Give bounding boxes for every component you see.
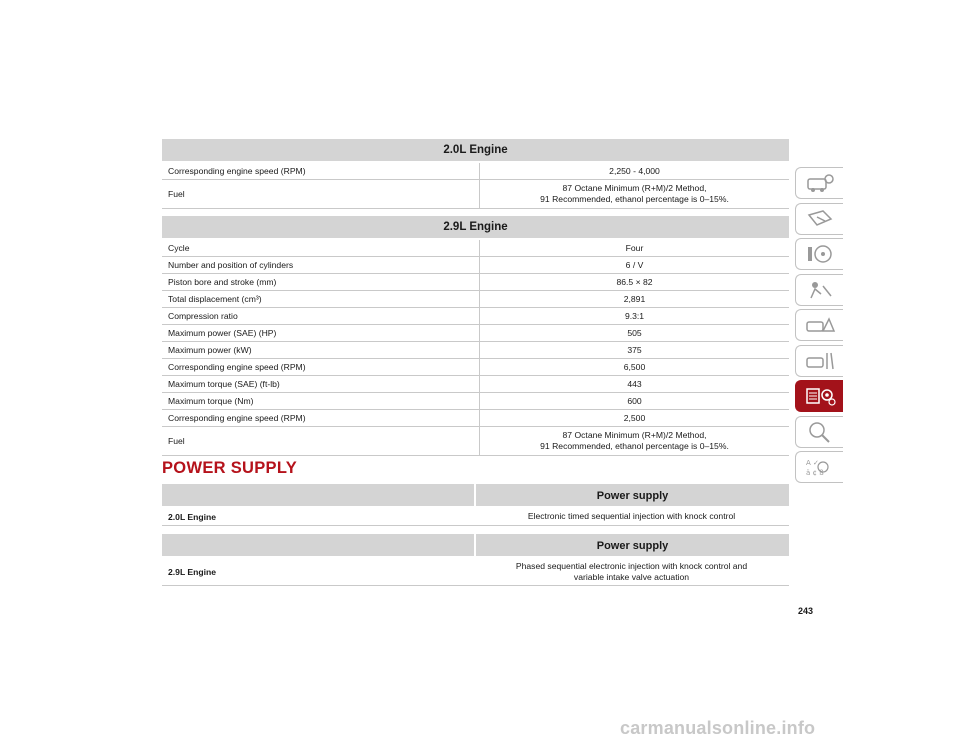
starting-driving-icon [803, 242, 837, 266]
table-row [162, 163, 789, 180]
row-label: Piston bore and stroke (mm) [162, 274, 480, 290]
row-value [480, 240, 789, 256]
row-value [480, 180, 789, 208]
table-title: 2.0L Engine [443, 144, 508, 156]
row-value-text: Phased sequential electronic injection with knock control and [515, 560, 748, 571]
row-value-text: 600 [627, 395, 642, 406]
row-value-text: 6 / V [625, 259, 644, 270]
table-row [162, 180, 789, 209]
row-value-text: 86.5 × 82 [616, 276, 653, 287]
table-row [162, 240, 789, 257]
row-label: Fuel [162, 180, 480, 208]
chapter-tabs [795, 167, 843, 487]
row-value [480, 163, 789, 179]
header-title: Power supply [474, 534, 789, 556]
row-value [480, 291, 789, 307]
row-value-text: 87 Octane Minimum (R+M)/2 Method, [562, 430, 707, 441]
maintenance-icon [803, 313, 837, 337]
row-label: Cycle [162, 240, 480, 256]
row-value [480, 410, 789, 426]
row-label: 2.9L Engine [168, 566, 217, 577]
table-row [162, 427, 789, 456]
table-row [162, 376, 789, 393]
row-label: Maximum torque (SAE) (ft-lb) [162, 376, 480, 392]
svg-text:ä ¢ ß: ä ¢ ß [805, 469, 824, 477]
table-row [162, 274, 789, 291]
table-row [162, 558, 789, 586]
table-row [162, 342, 789, 359]
search-index-icon [803, 420, 837, 444]
row-value-text: 2,891 [623, 293, 646, 304]
row-value [480, 308, 789, 324]
safety-icon [803, 207, 837, 231]
starting-driving-tab[interactable] [795, 238, 843, 270]
row-label: Corresponding engine speed (RPM) [162, 359, 480, 375]
engine-29-table [162, 216, 789, 456]
row-value [474, 558, 789, 585]
dashboard-icon [803, 171, 837, 195]
emergency-icon [803, 278, 837, 302]
row-value [474, 508, 789, 525]
row-value [480, 325, 789, 341]
table-header [162, 139, 789, 163]
row-value [480, 274, 789, 290]
table-row [162, 508, 789, 526]
technical-specs-tab[interactable] [795, 380, 843, 412]
table-row [162, 410, 789, 427]
watermark: carmanualsonline.info [620, 718, 816, 738]
row-label: Maximum torque (Nm) [162, 393, 480, 409]
languages-tab[interactable] [795, 451, 843, 483]
page-number: 243 [798, 606, 814, 616]
table-title: 2.9L Engine [443, 221, 508, 233]
row-label: Corresponding engine speed (RPM) [162, 410, 480, 426]
servicing-icon [803, 349, 837, 373]
maintenance-tab[interactable] [795, 309, 843, 341]
row-value [480, 359, 789, 375]
row-value-text: 6,500 [623, 361, 646, 372]
emergency-tab[interactable] [795, 274, 843, 306]
power-supply-table-29 [162, 534, 789, 586]
table-row [162, 291, 789, 308]
table-row [162, 257, 789, 274]
row-value-text: 375 [627, 344, 642, 355]
table-row [162, 393, 789, 410]
row-value-text: 2,500 [623, 412, 646, 423]
row-value [480, 427, 789, 455]
row-value-text: 9.3:1 [624, 310, 645, 321]
row-value-text: 505 [627, 327, 642, 338]
header-empty-cell [162, 534, 474, 556]
svg-text:A ✓: A ✓ [805, 459, 819, 467]
row-value-text-2: 91 Recommended, ethanol percentage is 0–15%. [540, 194, 729, 204]
row-value [480, 393, 789, 409]
table-row [162, 308, 789, 325]
dashboard-tab[interactable] [795, 167, 843, 199]
table-row [162, 325, 789, 342]
row-value [480, 376, 789, 392]
row-value-text: Electronic timed sequential injection with knock control [527, 511, 736, 522]
row-value-text: Four [625, 242, 644, 253]
row-label: Number and position of cylinders [162, 257, 480, 273]
technical-specs-icon [803, 384, 837, 408]
row-value-text: 2,250 - 4,000 [609, 165, 660, 176]
table-row [162, 359, 789, 376]
table-header [162, 216, 789, 240]
row-value-text: 443 [627, 378, 642, 389]
header-title: Power supply [474, 484, 789, 506]
row-value [480, 257, 789, 273]
row-value-text-2: 91 Recommended, ethanol percentage is 0–15%. [540, 441, 729, 451]
header-empty-cell [162, 484, 474, 506]
table-header [162, 534, 789, 558]
engine-20-table [162, 139, 789, 209]
row-label: 2.0L Engine [168, 511, 217, 522]
row-value-text: 87 Octane Minimum (R+M)/2 Method, [562, 183, 707, 194]
row-label: Total displacement (cm³) [162, 291, 480, 307]
search-index-tab[interactable] [795, 416, 843, 448]
servicing-tab[interactable] [795, 345, 843, 377]
row-label: Corresponding engine speed (RPM) [162, 163, 480, 179]
section-title: POWER SUPPLY [162, 459, 298, 477]
languages-icon [803, 455, 837, 479]
row-label: Fuel [162, 427, 480, 455]
power-supply-table-20 [162, 484, 789, 526]
row-value-text-2: variable intake valve actuation [573, 571, 690, 582]
table-header [162, 484, 789, 508]
row-label: Maximum power (SAE) (HP) [162, 325, 480, 341]
row-value [480, 342, 789, 358]
row-label: Compression ratio [162, 308, 480, 324]
row-label: Maximum power (kW) [162, 342, 480, 358]
safety-tab[interactable] [795, 203, 843, 235]
